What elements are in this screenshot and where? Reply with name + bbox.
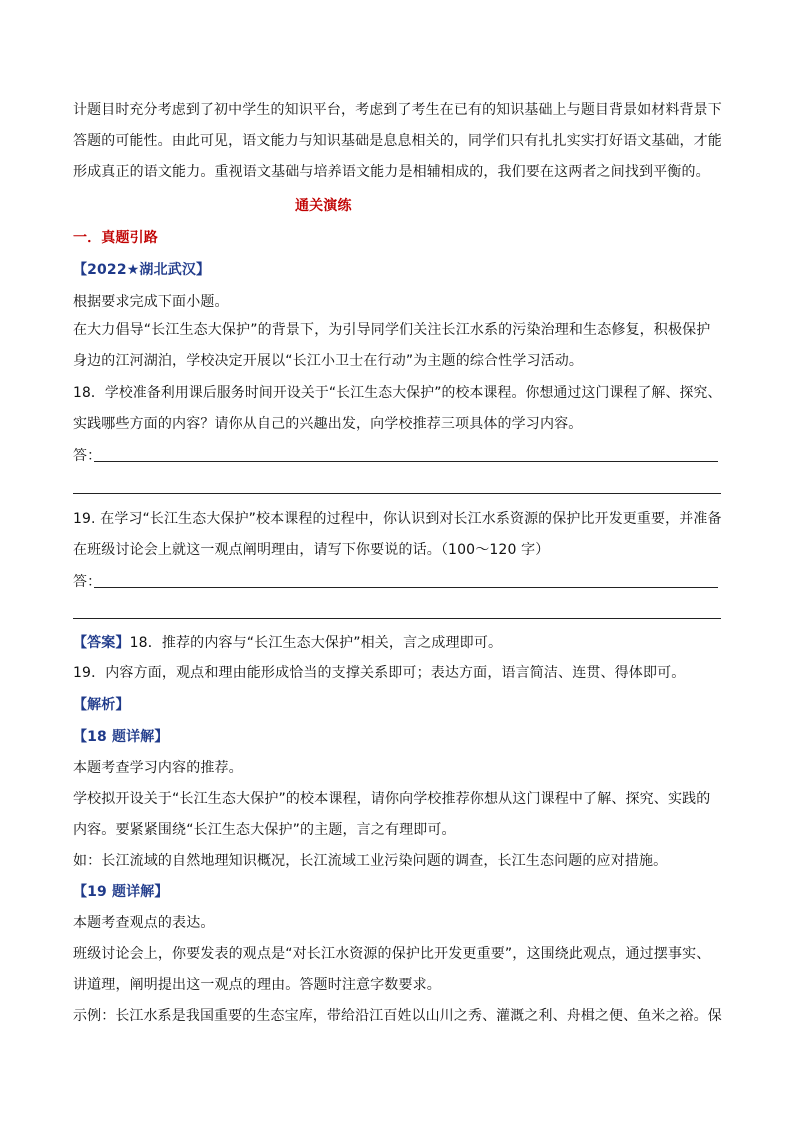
intro-line-2: 答题的可能性。由此可见，语文能力与知识基础是息息相关的，同学们只有扎扎实实打好语文基础，才能 xyxy=(73,133,722,149)
intro-line-3: 形成真正的语文能力。重视语文基础与培养语文能力是相辅相成的，我们要在这两者之间找到平衡的。 xyxy=(73,164,710,180)
answer-line-1 xyxy=(73,633,502,653)
q18-answer-label: 答： xyxy=(73,448,102,464)
answer-text-18: 18．推荐的内容与“长江生态大保护”相关，言之成理即可。 xyxy=(129,635,503,651)
section-title: 通关演练 xyxy=(295,198,352,214)
q19-answer-line-1[interactable] xyxy=(94,587,718,588)
q19-detail-line-3: 讲道理，阐明提出这一观点的理由。答题时注意字数要求。 xyxy=(73,977,441,993)
source-tag: 【2022★湖北武汉】 xyxy=(73,262,211,278)
answer-line-2: 19．内容方面，观点和理由能形成恰当的支撑关系即可；表达方面，语言简洁、连贯、得体即可。 xyxy=(73,665,686,681)
intro-line-1: 计题目时充分考虑到了初中学生的知识平台，考虑到了考生在已有的知识基础上与题目背景如材料背景下 xyxy=(73,102,722,118)
q18-answer-line-1[interactable] xyxy=(94,461,718,462)
q18-line-1: 18．学校准备利用课后服务时间开设关于“长江生态大保护”的校本课程。你想通过这门课程了解、探究、 xyxy=(73,385,722,401)
q19-detail-line-2: 班级讨论会上，你要发表的观点是“对长江水资源的保护比开发更重要”，这围绕此观点，通过摆事实、 xyxy=(73,946,711,962)
answer-tag: 【答案】 xyxy=(73,635,130,651)
q19-line-2: 在班级讨论会上就这一观点阐明理由，请写下你要说的话。（100～120 字） xyxy=(73,542,550,558)
part-heading: 一．真题引路 xyxy=(73,230,158,246)
q19-detail-line-1: 本题考查观点的表达。 xyxy=(73,915,215,931)
q19-line-1: 19. 在学习“长江生态大保护”校本课程的过程中，你认识到对长江水系资源的保护比开发更重要，并准备 xyxy=(73,511,722,527)
q18-line-2: 实践哪些方面的内容？请你从自己的兴趣出发，向学校推荐三项具体的学习内容。 xyxy=(73,416,583,432)
q18-detail-line-1: 本题考查学习内容的推荐。 xyxy=(73,760,243,776)
task-context-line-1: 在大力倡导“长江生态大保护”的背景下，为引导同学们关注长江水系的污染治理和生态修复，积极保护 xyxy=(73,322,711,338)
task-instruction: 根据要求完成下面小题。 xyxy=(73,294,229,310)
q18-answer-line-2[interactable] xyxy=(73,493,721,494)
q18-detail-line-3: 内容。要紧紧围绕“长江生态大保护”的主题，言之有理即可。 xyxy=(73,822,456,838)
q19-detail-line-4: 示例：长江水系是我国重要的生态宝库，带给沿江百姓以山川之秀、灌溉之利、舟楫之便、鱼米之裕。保 xyxy=(73,1008,722,1024)
q18-detail-tag: 【18 题详解】 xyxy=(73,729,169,745)
q18-detail-line-4: 如：长江流域的自然地理知识概况，长江流域工业污染问题的调查，长江生态问题的应对措施。 xyxy=(73,853,668,869)
analysis-tag: 【解析】 xyxy=(73,697,130,713)
q19-detail-tag: 【19 题详解】 xyxy=(73,884,169,900)
q19-answer-label: 答： xyxy=(73,574,102,590)
q18-detail-line-2: 学校拟开设关于“长江生态大保护”的校本课程，请你向学校推荐你想从这门课程中了解、探究、实践的 xyxy=(73,791,711,807)
task-context-line-2: 身边的江河湖泊，学校决定开展以“长江小卫士在行动”为主题的综合性学习活动。 xyxy=(73,353,584,369)
q19-answer-line-2[interactable] xyxy=(73,618,721,619)
